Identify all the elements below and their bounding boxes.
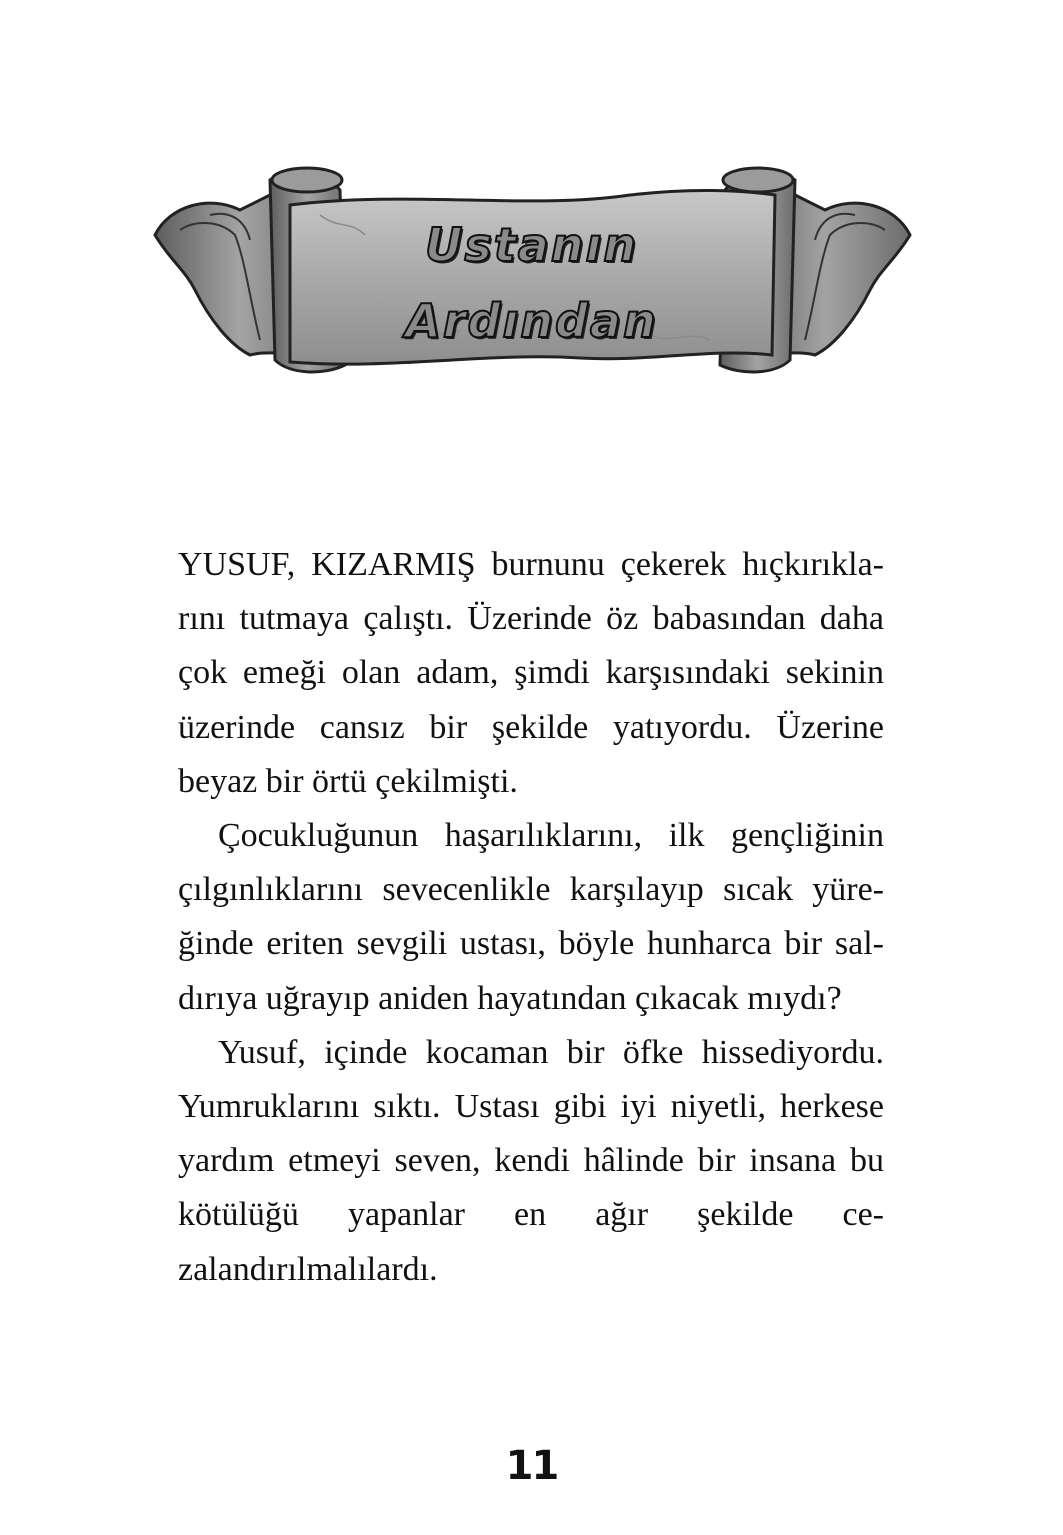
paragraph-3: Yusuf, içinde kocaman bir öfke hissediyordu. Yumruklarını sıktı. Ustası gibi iyi niyetli, herkese yardım etmeyi seven, kendi hâlinde bir insana bu kötülüğü yapanlar en ağır şekilde cezalandırılmalılardı. [178, 1033, 884, 1288]
chapter-body [178, 538, 884, 1297]
paragraph-1: YUSUF, KIZARMIŞ burnunu çekerek hıçkırıklarını tutmaya çalıştı. Üzerinde öz babasından daha çok emeği olan adam, şimdi karşısındaki sekinin üzerinde cansız bir şekilde yatıyordu. Üzerine beyaz bir örtü çekilmişti. [178, 546, 884, 800]
chapter-title-line-1: Ustanın [424, 218, 639, 272]
page-number: 11 [505, 1443, 558, 1489]
chapter-title-line-2: Ardından [405, 294, 658, 348]
paragraph-2: Çocukluğunun haşarılıklarını, ilk gençliğinin çılgınlıklarını sevecenlikle karşılayıp sıcak yüreğinde eriten sevgili ustası, böyle hunharca bir saldırıya uğrayıp aniden hayatından çıkacak mıydı? [178, 817, 884, 1017]
